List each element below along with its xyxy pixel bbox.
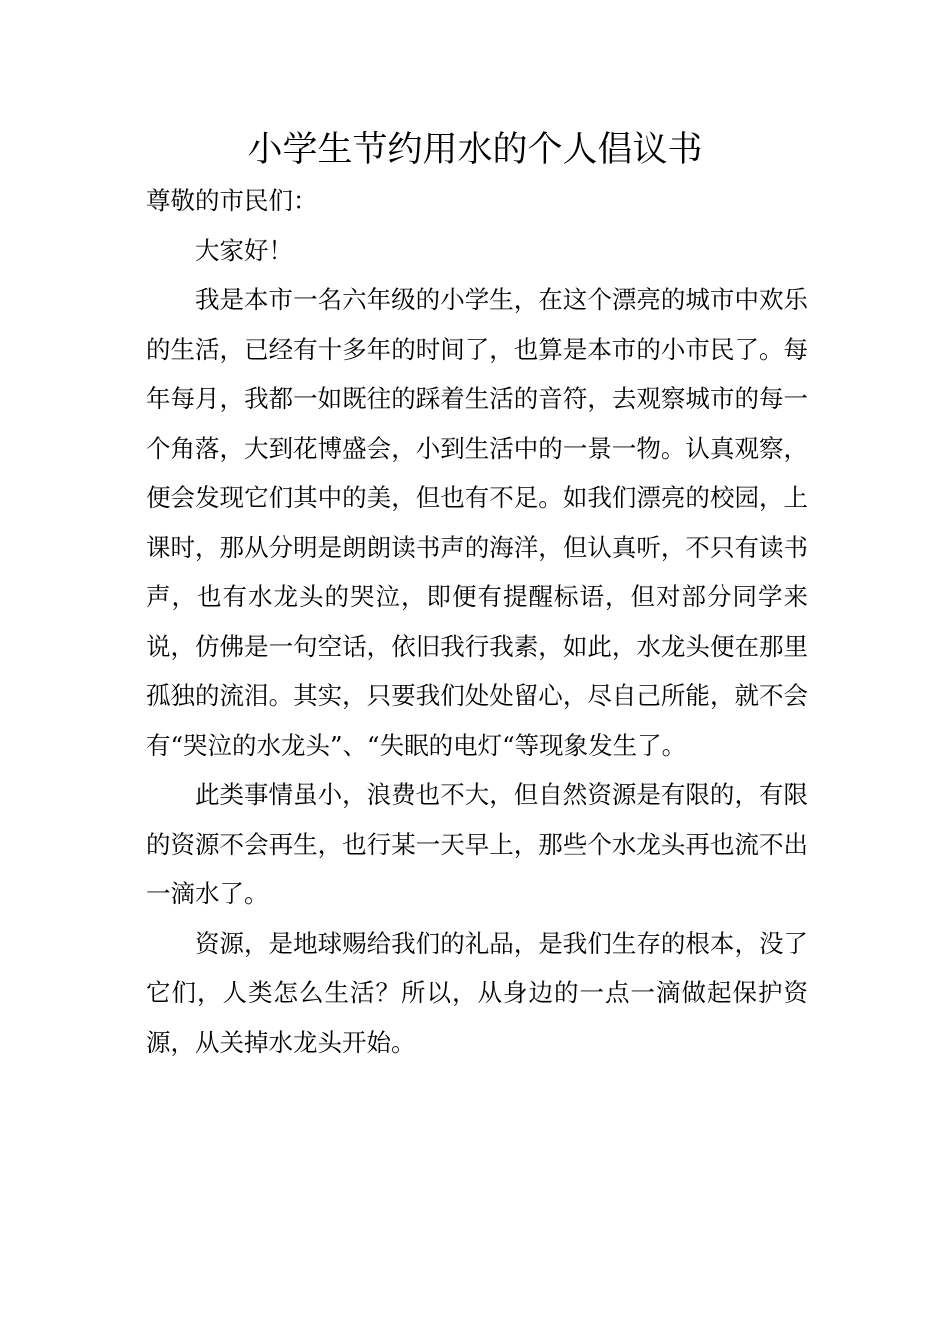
document-title: 小学生节约用水的个人倡议书 bbox=[247, 130, 703, 170]
salutation: 尊敬的市民们： bbox=[146, 186, 318, 215]
paragraph-2: 此类事情虽小，浪费也不大，但自然资源是有限的，有限的资源不会再生，也行某一天早上，那些个水龙头再也流不出一滴水了。 bbox=[146, 780, 808, 908]
greeting: 大家好！ bbox=[195, 235, 293, 265]
paragraph-3: 资源，是地球赐给我们的礼品，是我们生存的根本，没了它们，人类怎么生活？所以，从身边的一点一滴做起保护资源，从关掉水龙头开始。 bbox=[146, 928, 808, 1057]
document-body bbox=[146, 176, 808, 1067]
paragraph-1: 我是本市一名六年级的小学生，在这个漂亮的城市中欢乐的生活，已经有十多年的时间了，也算是本市的小市民了。每年每月，我都一如既往的踩着生活的音符，去观察城市的每一个角落，大到花博盛会，小到生活中的一景一物。认真观察，便会发现它们其中的美，但也有不足。如我们漂亮的校园，上课时，那从分明是朗朗读书声的海洋，但认真听，不只有读书声，也有水龙头的哭泣，即便有提醒标语，但对部分同学来说，仿佛是一句空话，依旧我行我素，如此，水龙头便在那里孤独的流泪。其实，只要我们处处留心，尽自己所能，就不会有“哭泣的水龙头”、“失眠的电灯“等现象发生了。 bbox=[146, 285, 808, 760]
